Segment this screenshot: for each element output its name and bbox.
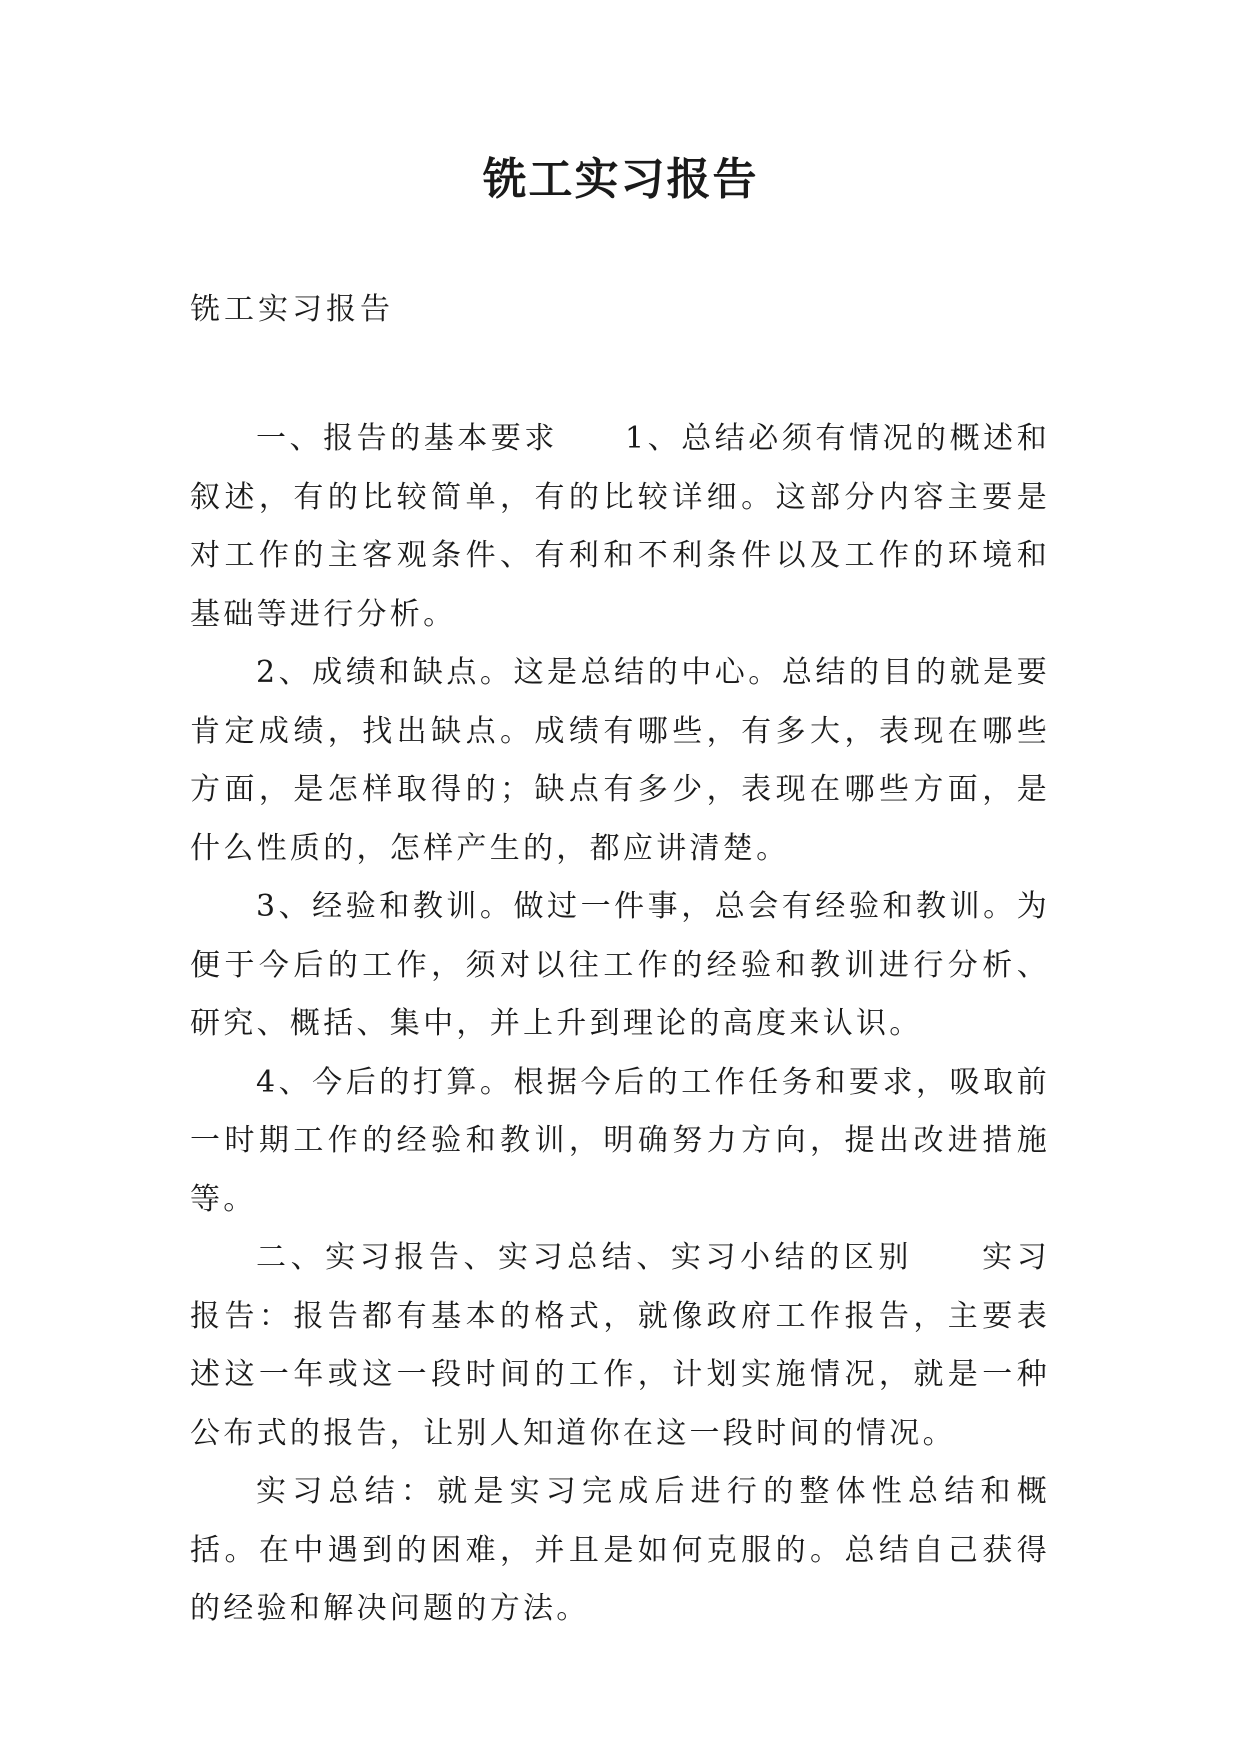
document-subtitle: 铣工实习报告 [190, 292, 394, 327]
paragraph-experience: 3、经验和教训。做过一件事，总会有经验和教训。为便于今后的工作，须对以往工作的经验和教训进行分析、研究、概括、集中，并上升到理论的高度来认识。 [190, 889, 1050, 1041]
paragraph-internship-summary: 实习总结：就是实习完成后进行的整体性总结和概括。在中遇到的困难，并且是如何克服的。总结自己获得的经验和解决问题的方法。 [190, 1474, 1050, 1626]
paragraph-future-plans: 4、今后的打算。根据今后的工作任务和要求，吸取前一时期工作的经验和教训，明确努力方向，提出改进措施等。 [190, 1064, 1050, 1217]
document-body [190, 410, 1050, 1639]
paragraph-differences: 二、实习报告、实习总结、实习小结的区别 实习报告：报告都有基本的格式，就像政府工作报告，主要表述这一年或这一段时间的工作，计划实施情况，就是一种公布式的报告，让别人知道你在这一段时间的情况。 [190, 1240, 1050, 1451]
paragraph-achievements: 2、成绩和缺点。这是总结的中心。总结的目的就是要肯定成绩，找出缺点。成绩有哪些，有多大，表现在哪些方面，是怎样取得的；缺点有多少，表现在哪些方面，是什么性质的，怎样产生的，都应讲清楚。 [190, 655, 1050, 866]
document-title: 铣工实习报告 [482, 154, 759, 205]
paragraph-basic-requirements: 一、报告的基本要求 1、总结必须有情况的概述和叙述，有的比较简单，有的比较详细。这部分内容主要是对工作的主客观条件、有利和不利条件以及工作的环境和基础等进行分析。 [190, 421, 1050, 632]
